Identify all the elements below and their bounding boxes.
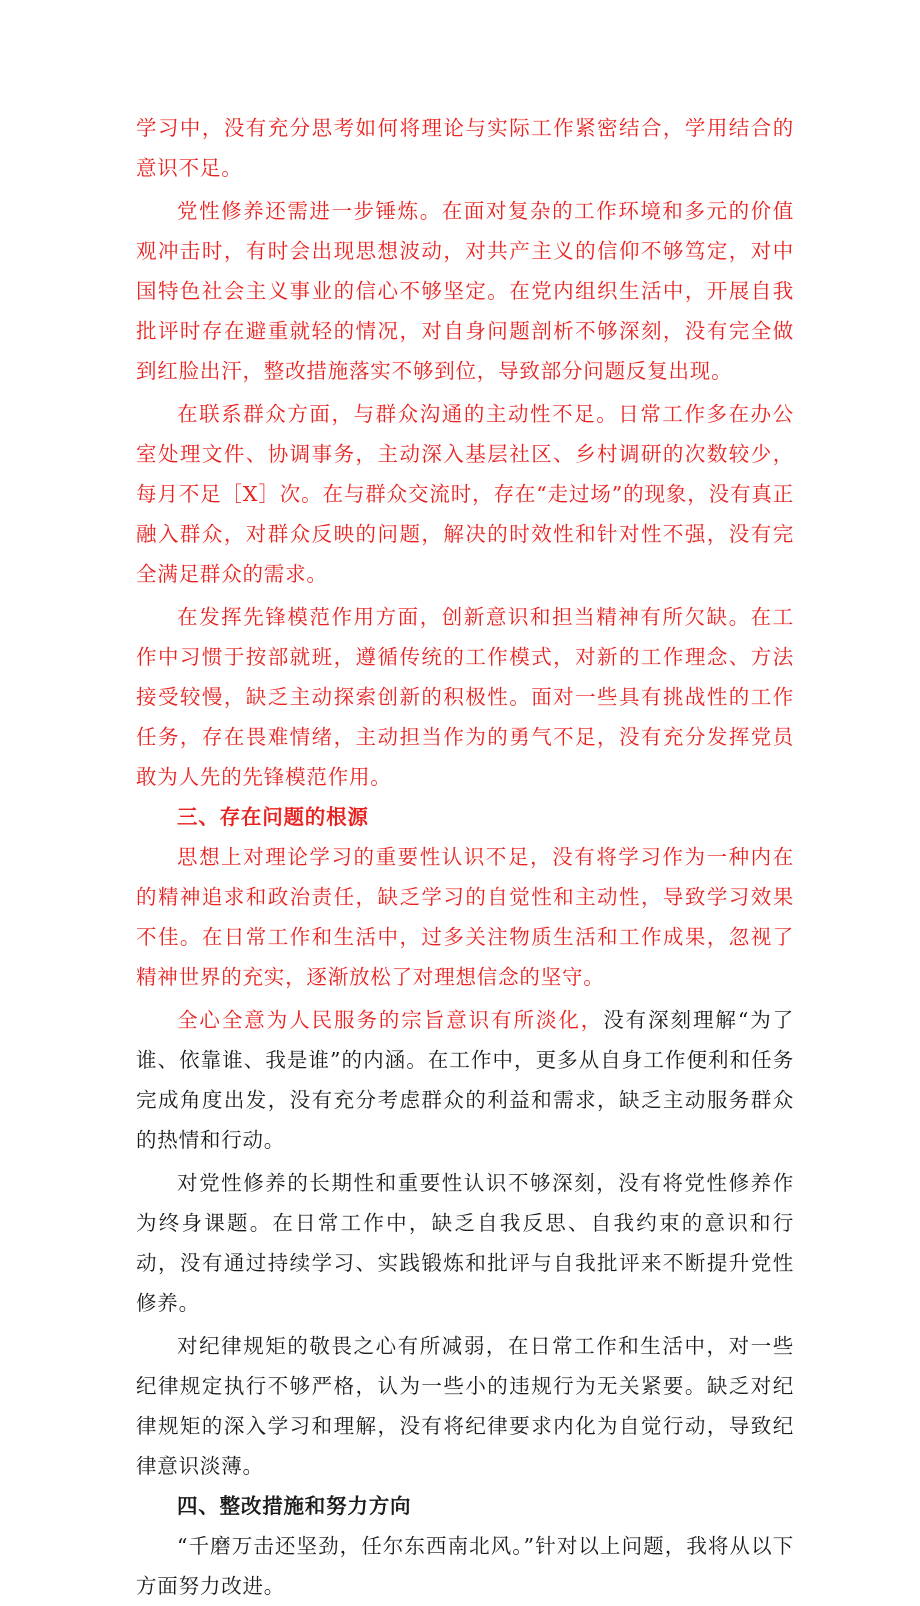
paragraph-vanguard-role: 在发挥先锋模范作用方面，创新意识和担当精神有所欠缺。在工作中习惯于按部就班，遵循传统的工作模式，对新的工作理念、方法接受较慢，缺乏主动探索创新的积极性。面对一些具有挑战性的工作任务，存在畏难情绪，主动担当作为的勇气不足，没有充分发挥党员敢为人先的先锋模范作用。 — [136, 605, 794, 789]
paragraph-service-purpose — [136, 1000, 794, 1160]
paragraph-party-cultivation: 党性修养还需进一步锤炼。在面对复杂的工作环境和多元的价值观冲击时，有时会出现思想波动，对共产主义的信仰不够笃定，对中国特色社会主义事业的信心不够坚定。在党内组织生活中，开展自我批评时存在避重就轻的情况，对自身问题剖析不够深刻，没有完全做到红脸出汗，整改措施落实不够到位，导致部分问题反复出现。 — [136, 199, 794, 383]
paragraph-party-spirit-root: 对党性修养的长期性和重要性认识不够深刻，没有将党性修养作为终身课题。在日常工作中，缺乏自我反思、自我约束的意识和行动，没有通过持续学习、实践锻炼和批评与自我批评来不断提升党性修养。 — [136, 1171, 794, 1315]
section-heading-root-causes: 三、存在问题的根源 — [177, 805, 369, 829]
service-purpose-rest: 没有深刻理解“为了谁、依靠谁、我是谁”的内涵。在工作中，更多从自身工作便利和任务完成角度出发，没有充分考虑群众的利益和需求，缺乏主动服务群众的热情和行动。 — [136, 1008, 794, 1152]
paragraph-theory-study-root: 思想上对理论学习的重要性认识不足，没有将学习作为一种内在的精神追求和政治责任，缺乏学习的自觉性和主动性，导致学习效果不佳。在日常工作和生活中，过多关注物质生活和工作成果，忽视了精神世界的充实，逐渐放松了对理想信念的坚守。 — [136, 845, 794, 989]
paragraph-rectification-intro: “千磨万击还坚劲，任尔东西南北风。”针对以上问题，我将从以下方面努力改进。 — [136, 1534, 794, 1598]
paragraph-study-awareness: 学习中，没有充分思考如何将理论与实际工作紧密结合，学用结合的意识不足。 — [136, 116, 794, 180]
service-purpose-lead: 全心全意为人民服务的宗旨意识有所淡化， — [177, 1008, 604, 1032]
paragraph-contact-masses: 在联系群众方面，与群众沟通的主动性不足。日常工作多在办公室处理文件、协调事务，主动深入基层社区、乡村调研的次数较少，每月不足［X］次。在与群众交流时，存在“走过场”的现象，没有真正融入群众，对群众反映的问题，解决的时效性和针对性不强，没有完全满足群众的需求。 — [136, 402, 794, 586]
section-heading-rectification: 四、整改措施和努力方向 — [177, 1494, 412, 1518]
paragraph-discipline-root: 对纪律规矩的敬畏之心有所减弱，在日常工作和生活中，对一些纪律规定执行不够严格，认为一些小的违规行为无关紧要。缺乏对纪律规矩的深入学习和理解，没有将纪律要求内化为自觉行动，导致纪律意识淡薄。 — [136, 1334, 794, 1478]
document-body — [136, 108, 794, 1606]
